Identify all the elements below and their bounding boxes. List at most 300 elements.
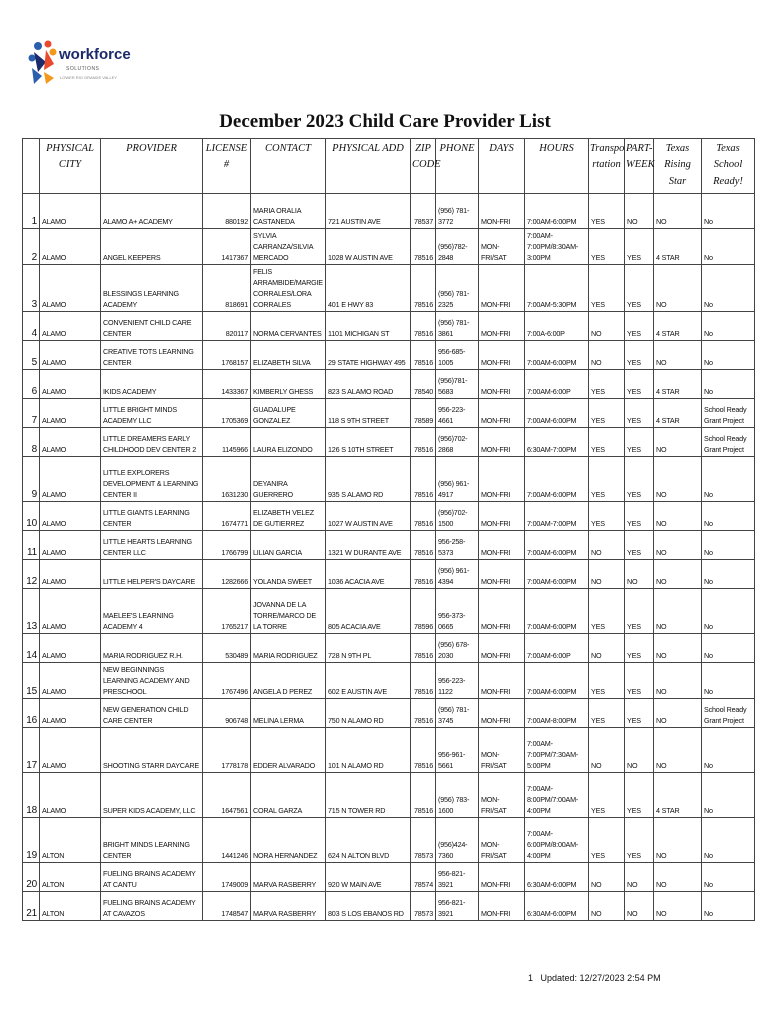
hours: 7:00AM-6:00PM xyxy=(525,589,589,634)
days: MON-FRI xyxy=(479,194,525,229)
hours: 7:00AM-6:00PM xyxy=(525,457,589,502)
contact: MARIA ORALIA CASTANEDA xyxy=(251,194,326,229)
hours: 7:00A-6:00P xyxy=(525,312,589,341)
part-week: YES xyxy=(625,370,654,399)
transportation: YES xyxy=(589,818,625,863)
row-number: 20 xyxy=(23,863,40,892)
part-week: NO xyxy=(625,194,654,229)
phone: (956) 961-4917 xyxy=(436,457,479,502)
license: 1417367 xyxy=(203,229,251,265)
days: MON-FRI xyxy=(479,428,525,457)
provider: LITTLE HELPER'S DAYCARE xyxy=(101,560,203,589)
days: MON-FRI/SAT xyxy=(479,728,525,773)
table-row xyxy=(23,428,755,457)
provider: IKIDS ACADEMY xyxy=(101,370,203,399)
provider: CONVENIENT CHILD CARE CENTER xyxy=(101,312,203,341)
transportation: NO xyxy=(589,892,625,921)
physical-city: ALAMO xyxy=(40,370,101,399)
physical-add: 1027 W AUSTIN AVE xyxy=(326,502,411,531)
part-week: YES xyxy=(625,229,654,265)
contact: DEYANIRA GUERRERO xyxy=(251,457,326,502)
provider: FUELING BRAINS ACADEMY AT CAVAZOS xyxy=(101,892,203,921)
hours: 7:00AM-6:00PM/8:00AM-4:00PM xyxy=(525,818,589,863)
texas-rising-star: 4 STAR xyxy=(654,229,702,265)
header-texas-rising-star: Texas Rising Star xyxy=(654,139,702,194)
physical-city: ALTON xyxy=(40,818,101,863)
hours: 7:00AM-7:00PM/8:30AM-3:00PM xyxy=(525,229,589,265)
phone: 956-373-0665 xyxy=(436,589,479,634)
part-week: YES xyxy=(625,634,654,663)
physical-add: 602 E AUSTIN AVE xyxy=(326,663,411,699)
provider: LITTLE GIANTS LEARNING CENTER xyxy=(101,502,203,531)
days: MON-FRI xyxy=(479,457,525,502)
contact: KIMBERLY GHESS xyxy=(251,370,326,399)
physical-add: 920 W MAIN AVE xyxy=(326,863,411,892)
table-row xyxy=(23,773,755,818)
transportation: NO xyxy=(589,863,625,892)
license: 880192 xyxy=(203,194,251,229)
contact: GUADALUPE GONZALEZ xyxy=(251,399,326,428)
row-number: 8 xyxy=(23,428,40,457)
texas-rising-star: 4 STAR xyxy=(654,399,702,428)
table-row xyxy=(23,589,755,634)
row-number: 11 xyxy=(23,531,40,560)
part-week: YES xyxy=(625,589,654,634)
hours: 7:00AM-6:00PM xyxy=(525,399,589,428)
table-row xyxy=(23,229,755,265)
transportation: YES xyxy=(589,229,625,265)
contact: FELIS ARRAMBIDE/MARGIE CORRALES/LORA CORRALES xyxy=(251,265,326,312)
hours: 7:00AM-7:00PM/7:30AM-5:00PM xyxy=(525,728,589,773)
table-row xyxy=(23,457,755,502)
transportation: YES xyxy=(589,699,625,728)
physical-city: ALTON xyxy=(40,892,101,921)
texas-rising-star: NO xyxy=(654,531,702,560)
zip-code: 78516 xyxy=(411,457,436,502)
texas-school-ready: No xyxy=(702,370,755,399)
page-number: 1 xyxy=(528,973,534,983)
row-number: 2 xyxy=(23,229,40,265)
texas-rising-star: NO xyxy=(654,863,702,892)
license: 1705369 xyxy=(203,399,251,428)
row-number: 4 xyxy=(23,312,40,341)
provider: BLESSINGS LEARNING ACADEMY xyxy=(101,265,203,312)
physical-city: ALAMO xyxy=(40,728,101,773)
phone: (956) 961-4394 xyxy=(436,560,479,589)
row-number: 17 xyxy=(23,728,40,773)
texas-rising-star: NO xyxy=(654,699,702,728)
texas-rising-star: NO xyxy=(654,818,702,863)
logo-subtitle: SOLUTIONS xyxy=(66,66,100,72)
row-number: 6 xyxy=(23,370,40,399)
days: MON-FRI xyxy=(479,399,525,428)
texas-rising-star: 4 STAR xyxy=(654,370,702,399)
part-week: YES xyxy=(625,773,654,818)
physical-city: ALAMO xyxy=(40,699,101,728)
physical-add: 29 STATE HIGHWAY 495 xyxy=(326,341,411,370)
hours: 7:00AM-8:00PM/7:00AM-4:00PM xyxy=(525,773,589,818)
texas-school-ready: No xyxy=(702,457,755,502)
part-week: YES xyxy=(625,312,654,341)
contact: NORMA CERVANTES xyxy=(251,312,326,341)
physical-city: ALAMO xyxy=(40,341,101,370)
transportation: NO xyxy=(589,728,625,773)
row-number: 19 xyxy=(23,818,40,863)
texas-school-ready: No xyxy=(702,892,755,921)
hours: 7:00AM-7:00PM xyxy=(525,502,589,531)
texas-rising-star: NO xyxy=(654,589,702,634)
header-provider: PROVIDER xyxy=(101,139,203,194)
part-week: YES xyxy=(625,265,654,312)
license: 1145966 xyxy=(203,428,251,457)
physical-add: 803 S LOS EBANOS RD xyxy=(326,892,411,921)
contact: ELIZABETH SILVA xyxy=(251,341,326,370)
contact: LAURA ELIZONDO xyxy=(251,428,326,457)
license: 1282666 xyxy=(203,560,251,589)
days: MON-FRI xyxy=(479,589,525,634)
phone: (956) 678-2030 xyxy=(436,634,479,663)
texas-school-ready: School Ready Grant Project xyxy=(702,699,755,728)
transportation: YES xyxy=(589,457,625,502)
header-physical-add: PHYSICAL ADD xyxy=(326,139,411,194)
transportation: YES xyxy=(589,663,625,699)
header-contact: CONTACT xyxy=(251,139,326,194)
header-texas-school-ready: Texas School Ready! xyxy=(702,139,755,194)
physical-add: 401 E HWY 83 xyxy=(326,265,411,312)
license: 1748547 xyxy=(203,892,251,921)
physical-city: ALAMO xyxy=(40,399,101,428)
texas-rising-star: NO xyxy=(654,634,702,663)
phone: (956)424-7360 xyxy=(436,818,479,863)
provider: SUPER KIDS ACADEMY, LLC xyxy=(101,773,203,818)
zip-code: 78516 xyxy=(411,229,436,265)
physical-add: 805 ACACIA AVE xyxy=(326,589,411,634)
days: MON-FRI xyxy=(479,502,525,531)
phone: 956-258-5373 xyxy=(436,531,479,560)
texas-school-ready: No xyxy=(702,728,755,773)
provider: LITTLE HEARTS LEARNING CENTER LLC xyxy=(101,531,203,560)
zip-code: 78516 xyxy=(411,341,436,370)
hours: 7:00AM-6:00PM xyxy=(525,560,589,589)
zip-code: 78516 xyxy=(411,531,436,560)
table-body xyxy=(23,194,755,921)
physical-city: ALAMO xyxy=(40,265,101,312)
provider: NEW GENERATION CHILD CARE CENTER xyxy=(101,699,203,728)
texas-school-ready: No xyxy=(702,863,755,892)
row-number: 14 xyxy=(23,634,40,663)
part-week: YES xyxy=(625,818,654,863)
zip-code: 78516 xyxy=(411,663,436,699)
physical-city: ALAMO xyxy=(40,531,101,560)
row-number: 16 xyxy=(23,699,40,728)
zip-code: 78596 xyxy=(411,589,436,634)
license: 1768157 xyxy=(203,341,251,370)
texas-school-ready: No xyxy=(702,502,755,531)
physical-city: ALAMO xyxy=(40,312,101,341)
header-hours: HOURS xyxy=(525,139,589,194)
row-number: 21 xyxy=(23,892,40,921)
zip-code: 78537 xyxy=(411,194,436,229)
zip-code: 78516 xyxy=(411,699,436,728)
license: 1778178 xyxy=(203,728,251,773)
transportation: NO xyxy=(589,634,625,663)
days: MON-FRI/SAT xyxy=(479,773,525,818)
header-transportation: Transpo rtation xyxy=(589,139,625,194)
phone: 956-961-5661 xyxy=(436,728,479,773)
logo-wordmark: workforce xyxy=(59,46,131,63)
zip-code: 78589 xyxy=(411,399,436,428)
header-rownum xyxy=(23,139,40,194)
zip-code: 78573 xyxy=(411,818,436,863)
zip-code: 78574 xyxy=(411,863,436,892)
header-physical-city: PHYSICAL CITY xyxy=(40,139,101,194)
phone: 956-223-1122 xyxy=(436,663,479,699)
hours: 7:00AM-6:00PM xyxy=(525,531,589,560)
transportation: YES xyxy=(589,502,625,531)
transportation: YES xyxy=(589,399,625,428)
days: MON-FRI xyxy=(479,634,525,663)
physical-city: ALAMO xyxy=(40,229,101,265)
contact: ANGELA D PEREZ xyxy=(251,663,326,699)
zip-code: 78516 xyxy=(411,428,436,457)
texas-rising-star: NO xyxy=(654,194,702,229)
texas-school-ready: No xyxy=(702,341,755,370)
table-row xyxy=(23,892,755,921)
days: MON-FRI xyxy=(479,663,525,699)
table-row xyxy=(23,560,755,589)
license: 1647561 xyxy=(203,773,251,818)
days: MON-FRI xyxy=(479,370,525,399)
table-row xyxy=(23,341,755,370)
texas-school-ready: No xyxy=(702,265,755,312)
table-row xyxy=(23,399,755,428)
transportation: YES xyxy=(589,370,625,399)
texas-school-ready: No xyxy=(702,818,755,863)
phone: 956-223-4661 xyxy=(436,399,479,428)
contact: NORA HERNANDEZ xyxy=(251,818,326,863)
table-row xyxy=(23,312,755,341)
zip-code: 78540 xyxy=(411,370,436,399)
phone: (956) 781-3772 xyxy=(436,194,479,229)
contact: EDDER ALVARADO xyxy=(251,728,326,773)
license: 818691 xyxy=(203,265,251,312)
transportation: NO xyxy=(589,531,625,560)
part-week: YES xyxy=(625,699,654,728)
contact: YOLANDA SWEET xyxy=(251,560,326,589)
texas-school-ready: No xyxy=(702,531,755,560)
hours: 7:00AM-6:00P xyxy=(525,370,589,399)
license: 1749009 xyxy=(203,863,251,892)
texas-rising-star: NO xyxy=(654,265,702,312)
contact: JOVANNA DE LA TORRE/MARCO DE LA TORRE xyxy=(251,589,326,634)
texas-rising-star: NO xyxy=(654,728,702,773)
texas-school-ready: No xyxy=(702,634,755,663)
physical-city: ALAMO xyxy=(40,663,101,699)
page-title: December 2023 Child Care Provider List xyxy=(219,111,551,132)
row-number: 15 xyxy=(23,663,40,699)
days: MON-FRI xyxy=(479,560,525,589)
hours: 6:30AM-7:00PM xyxy=(525,428,589,457)
physical-add: 715 N TOWER RD xyxy=(326,773,411,818)
contact: SYLVIA CARRANZA/SILVIA MERCADO xyxy=(251,229,326,265)
license: 1765217 xyxy=(203,589,251,634)
license: 820117 xyxy=(203,312,251,341)
row-number: 3 xyxy=(23,265,40,312)
phone: (956)781-5683 xyxy=(436,370,479,399)
phone: (956)702-2868 xyxy=(436,428,479,457)
zip-code: 78516 xyxy=(411,773,436,818)
zip-code: 78573 xyxy=(411,892,436,921)
phone: (956)782-2848 xyxy=(436,229,479,265)
zip-code: 78516 xyxy=(411,560,436,589)
phone: (956) 781-3861 xyxy=(436,312,479,341)
phone: 956-821-3921 xyxy=(436,863,479,892)
texas-school-ready: School Ready Grant Project xyxy=(702,399,755,428)
updated-timestamp: Updated: 12/27/2023 2:54 PM xyxy=(540,973,661,983)
physical-add: 1101 MICHIGAN ST xyxy=(326,312,411,341)
hours: 6:30AM-6:00PM xyxy=(525,892,589,921)
physical-add: 118 S 9TH STREET xyxy=(326,399,411,428)
texas-school-ready: No xyxy=(702,229,755,265)
zip-code: 78516 xyxy=(411,634,436,663)
provider: BRIGHT MINDS LEARNING CENTER xyxy=(101,818,203,863)
contact: CORAL GARZA xyxy=(251,773,326,818)
part-week: YES xyxy=(625,457,654,502)
physical-city: ALAMO xyxy=(40,589,101,634)
header-phone: PHONE xyxy=(436,139,479,194)
texas-rising-star: 4 STAR xyxy=(654,312,702,341)
license: 1767496 xyxy=(203,663,251,699)
texas-school-ready: No xyxy=(702,663,755,699)
license: 1674771 xyxy=(203,502,251,531)
part-week: YES xyxy=(625,502,654,531)
license: 1441246 xyxy=(203,818,251,863)
days: MON-FRI xyxy=(479,863,525,892)
row-number: 12 xyxy=(23,560,40,589)
provider: ALAMO A+ ACADEMY xyxy=(101,194,203,229)
row-number: 18 xyxy=(23,773,40,818)
physical-city: ALAMO xyxy=(40,428,101,457)
physical-city: ALAMO xyxy=(40,634,101,663)
provider: ANGEL KEEPERS xyxy=(101,229,203,265)
transportation: YES xyxy=(589,265,625,312)
contact: MARVA RASBERRY xyxy=(251,863,326,892)
header-days: DAYS xyxy=(479,139,525,194)
table-header-row xyxy=(23,139,755,194)
texas-rising-star: NO xyxy=(654,663,702,699)
hours: 7:00AM-8:00PM xyxy=(525,699,589,728)
physical-city: ALAMO xyxy=(40,194,101,229)
provider: LITTLE DREAMERS EARLY CHILDHOOD DEV CENTER 2 xyxy=(101,428,203,457)
table-row xyxy=(23,194,755,229)
table-row xyxy=(23,663,755,699)
zip-code: 78516 xyxy=(411,502,436,531)
days: MON-FRI xyxy=(479,699,525,728)
transportation: YES xyxy=(589,773,625,818)
hours: 7:00AM-6:00PM xyxy=(525,663,589,699)
physical-city: ALTON xyxy=(40,863,101,892)
days: MON-FRI/SAT xyxy=(479,229,525,265)
contact: MARIA RODRIGUEZ xyxy=(251,634,326,663)
table-row xyxy=(23,699,755,728)
texas-school-ready: No xyxy=(702,312,755,341)
transportation: NO xyxy=(589,341,625,370)
physical-add: 728 N 9TH PL xyxy=(326,634,411,663)
header-zip-code: ZIP CODE xyxy=(411,139,436,194)
header-part-week: PART-WEEK xyxy=(625,139,654,194)
physical-add: 935 S ALAMO RD xyxy=(326,457,411,502)
days: MON-FRI xyxy=(479,341,525,370)
provider: NEW BEGINNINGS LEARNING ACADEMY AND PRESCHOOL xyxy=(101,663,203,699)
hours: 6:30AM-6:00PM xyxy=(525,863,589,892)
provider: SHOOTING STARR DAYCARE xyxy=(101,728,203,773)
texas-rising-star: NO xyxy=(654,892,702,921)
part-week: YES xyxy=(625,341,654,370)
row-number: 9 xyxy=(23,457,40,502)
table-row xyxy=(23,502,755,531)
days: MON-FRI xyxy=(479,892,525,921)
texas-school-ready: No xyxy=(702,773,755,818)
phone: (956) 781-3745 xyxy=(436,699,479,728)
transportation: YES xyxy=(589,428,625,457)
phone: 956-685-1005 xyxy=(436,341,479,370)
row-number: 5 xyxy=(23,341,40,370)
header-license: LICENSE # xyxy=(203,139,251,194)
part-week: YES xyxy=(625,531,654,560)
texas-school-ready: School Ready Grant Project xyxy=(702,428,755,457)
texas-school-ready: No xyxy=(702,560,755,589)
part-week: NO xyxy=(625,863,654,892)
transportation: YES xyxy=(589,589,625,634)
license: 1766799 xyxy=(203,531,251,560)
days: MON-FRI xyxy=(479,265,525,312)
part-week: YES xyxy=(625,428,654,457)
zip-code: 78516 xyxy=(411,265,436,312)
part-week: NO xyxy=(625,892,654,921)
physical-city: ALAMO xyxy=(40,560,101,589)
physical-city: ALAMO xyxy=(40,773,101,818)
table-row xyxy=(23,818,755,863)
physical-add: 1321 W DURANTE AVE xyxy=(326,531,411,560)
physical-add: 126 S 10TH STREET xyxy=(326,428,411,457)
physical-add: 101 N ALAMO RD xyxy=(326,728,411,773)
page-footer xyxy=(528,973,661,983)
table-row xyxy=(23,634,755,663)
part-week: YES xyxy=(625,663,654,699)
row-number: 7 xyxy=(23,399,40,428)
days: MON-FRI/SAT xyxy=(479,818,525,863)
days: MON-FRI xyxy=(479,531,525,560)
phone: 956-821-3921 xyxy=(436,892,479,921)
part-week: NO xyxy=(625,560,654,589)
license: 1433367 xyxy=(203,370,251,399)
provider: LITTLE EXPLORERS DEVELOPMENT & LEARNING CENTER II xyxy=(101,457,203,502)
physical-add: 1036 ACACIA AVE xyxy=(326,560,411,589)
provider: LITTLE BRIGHT MINDS ACADEMY LLC xyxy=(101,399,203,428)
physical-add: 1028 W AUSTIN AVE xyxy=(326,229,411,265)
provider-table xyxy=(22,138,755,921)
hours: 7:00AM-6:00PM xyxy=(525,341,589,370)
hours: 7:00AM-6:00PM xyxy=(525,194,589,229)
texas-rising-star: NO xyxy=(654,341,702,370)
provider: MARIA RODRIGUEZ R.H. xyxy=(101,634,203,663)
zip-code: 78516 xyxy=(411,312,436,341)
row-number: 10 xyxy=(23,502,40,531)
texas-rising-star: NO xyxy=(654,428,702,457)
transportation: NO xyxy=(589,312,625,341)
days: MON-FRI xyxy=(479,312,525,341)
contact: MELINA LERMA xyxy=(251,699,326,728)
